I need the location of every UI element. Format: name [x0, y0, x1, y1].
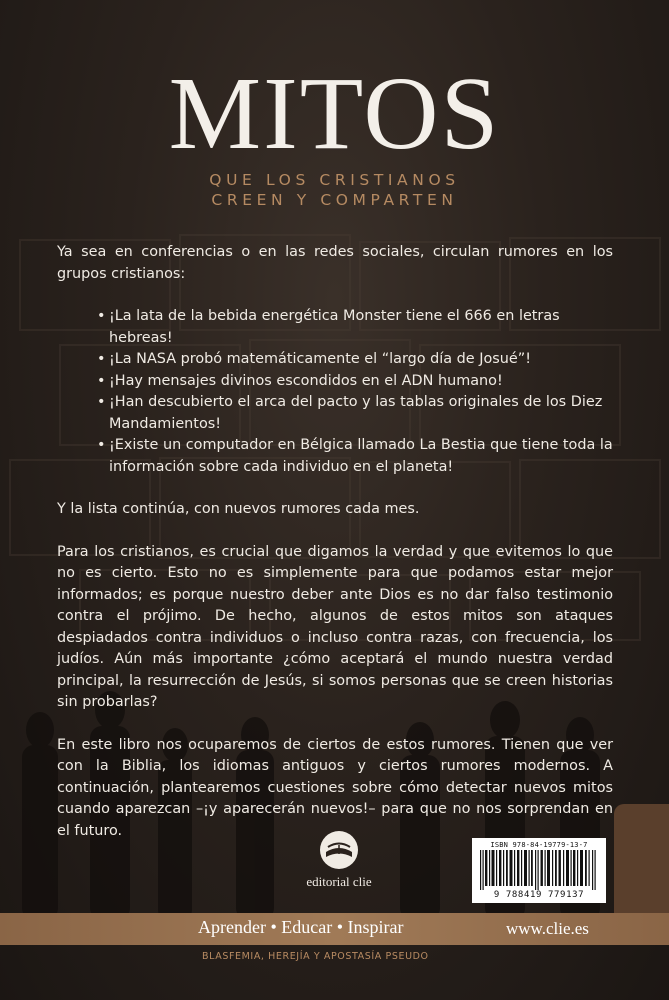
rumor-item: • ¡Hay mensajes divinos escondidos en el ADN humano! — [97, 371, 613, 393]
book-scope-paragraph: En este libro nos ocuparemos de ciertos de estos rumores. Tienen que ver con la Biblia, los idiomas antiguos y ciertos rumores modernos. A continuación, plantearemos cuestiones sobre cómo detectar nuevos mitos cuando aparezcan –¡y aparecerán nuevos!– para que no nos sorprendan en el futuro. — [57, 736, 613, 839]
publisher-block — [294, 830, 384, 890]
book-globe-icon — [319, 830, 359, 870]
book-subtitle — [0, 170, 669, 210]
intro-paragraph: Ya sea en conferencias o en las redes sociales, circulan rumores en los grupos cristianos: — [57, 244, 613, 282]
spine-tab — [614, 804, 669, 914]
isbn-label: ISBN 978-84-19779-13-7 — [490, 841, 588, 849]
list-continues-paragraph: Y la lista continúa, con nuevos rumores cada mes. — [57, 501, 420, 517]
publisher-website: www.clie.es — [506, 919, 589, 938]
isbn-barcode — [472, 838, 606, 903]
barcode-digits: 9 788419 779137 — [493, 890, 585, 900]
rumor-item: • ¡La lata de la bebida energética Monster tiene el 666 en letras hebreas! — [97, 306, 613, 349]
barcode-bars — [478, 850, 600, 890]
series-name: BLASFEMIA, HEREJÍA Y APOSTASÍA PSEUDO — [202, 951, 429, 962]
truth-paragraph: Para los cristianos, es crucial que digamos la verdad y que evitemos lo que no es cierto. Esto no es simplemente para que podamos estar mejor informados; es porque nuestro deber ante Dios es no dar falso testimonio contra el prójimo. De hecho, algunos de estos mitos son ataques despiadados contra individuos o incluso contra razas, con frecuencia, los judíos. Aún más importante ¿cómo aceptará el mundo nuestra verdad principal, la resurrección de Jesús, si somos personas que se creen historias sin probarlas? — [57, 543, 613, 710]
book-title: MITOS — [168, 56, 501, 171]
publisher-motto: Aprender • Educar • Inspirar — [198, 917, 404, 937]
publisher-name: editorial clie — [306, 874, 372, 889]
rumor-item: • ¡Han descubierto el arca del pacto y las tablas originales de los Diez Mandamientos! — [97, 392, 613, 435]
subtitle-line-2: CREEN Y COMPARTEN — [211, 191, 458, 209]
rumor-item: • ¡La NASA probó matemáticamente el “largo día de Josué”! — [97, 349, 613, 371]
rumor-item: • ¡Existe un computador en Bélgica llamado La Bestia que tiene toda la información sobre cada individuo en el planeta! — [97, 435, 613, 478]
blurb-text — [57, 242, 613, 842]
subtitle-line-1: QUE LOS CRISTIANOS — [209, 171, 460, 189]
rumor-list — [57, 306, 613, 478]
